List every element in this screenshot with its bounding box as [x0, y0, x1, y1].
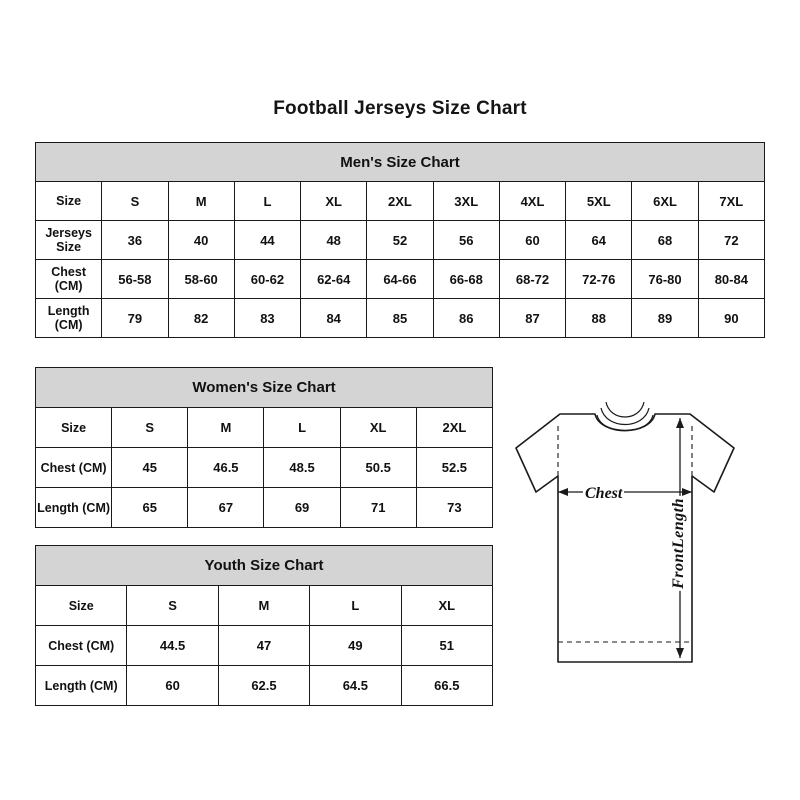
table-cell: 72-76	[566, 260, 632, 299]
table-row	[36, 666, 493, 706]
table-row	[36, 221, 765, 260]
mens-size-chart-table	[35, 142, 765, 338]
table-cell: S	[112, 408, 188, 448]
table-cell: 71	[340, 488, 416, 528]
table-row	[36, 488, 493, 528]
table-cell: M	[218, 586, 309, 626]
table-cell: 47	[218, 626, 309, 666]
table-cell: 3XL	[433, 182, 499, 221]
table-cell: 62-64	[301, 260, 367, 299]
table-cell: 58-60	[168, 260, 234, 299]
table-cell: 68-72	[499, 260, 565, 299]
row-header: Chest (CM)	[36, 448, 112, 488]
table-cell: 60	[127, 666, 218, 706]
table-caption-row	[36, 143, 765, 182]
table-cell: 48.5	[264, 448, 340, 488]
table-cell: 44.5	[127, 626, 218, 666]
table-cell: M	[188, 408, 264, 448]
table-cell: 65	[112, 488, 188, 528]
table-cell: 64-66	[367, 260, 433, 299]
table-cell: 79	[102, 299, 168, 338]
table-cell: 90	[698, 299, 764, 338]
table-row	[36, 408, 493, 448]
table-cell: 84	[301, 299, 367, 338]
row-header: Size	[36, 408, 112, 448]
table-cell: 72	[698, 221, 764, 260]
table-cell: 76-80	[632, 260, 698, 299]
table-cell: 36	[102, 221, 168, 260]
womens-chart-caption: Women's Size Chart	[36, 368, 493, 408]
table-cell: 67	[188, 488, 264, 528]
table-caption-row	[36, 368, 493, 408]
table-cell: 7XL	[698, 182, 764, 221]
table-caption-row	[36, 546, 493, 586]
table-cell: 50.5	[340, 448, 416, 488]
table-cell: 66-68	[433, 260, 499, 299]
table-cell: 64	[566, 221, 632, 260]
table-cell: XL	[301, 182, 367, 221]
table-cell: 52.5	[416, 448, 492, 488]
table-cell: 69	[264, 488, 340, 528]
row-header: Size	[36, 182, 102, 221]
table-cell: 49	[310, 626, 401, 666]
table-cell: 80-84	[698, 260, 764, 299]
table-cell: 40	[168, 221, 234, 260]
table-cell: M	[168, 182, 234, 221]
front-length-measure-label: FrontLength	[670, 498, 687, 589]
table-cell: L	[234, 182, 300, 221]
mens-chart-caption: Men's Size Chart	[36, 143, 765, 182]
table-cell: 82	[168, 299, 234, 338]
row-header: Size	[36, 586, 127, 626]
row-header: Length (CM)	[36, 488, 112, 528]
table-cell: 52	[367, 221, 433, 260]
table-cell: 89	[632, 299, 698, 338]
table-cell: 88	[566, 299, 632, 338]
table-cell: 56	[433, 221, 499, 260]
table-cell: 5XL	[566, 182, 632, 221]
table-cell: 64.5	[310, 666, 401, 706]
table-cell: 6XL	[632, 182, 698, 221]
row-header: Chest (CM)	[36, 260, 102, 299]
row-header: Jerseys Size	[36, 221, 102, 260]
chest-measure-label: Chest	[585, 485, 623, 502]
table-cell: 60-62	[234, 260, 300, 299]
table-cell: 62.5	[218, 666, 309, 706]
table-cell: L	[310, 586, 401, 626]
table-cell: XL	[340, 408, 416, 448]
table-cell: 87	[499, 299, 565, 338]
table-cell: 68	[632, 221, 698, 260]
page-title: Football Jerseys Size Chart	[273, 98, 527, 119]
table-row	[36, 626, 493, 666]
table-cell: 73	[416, 488, 492, 528]
table-cell: 46.5	[188, 448, 264, 488]
row-header: Length (CM)	[36, 299, 102, 338]
table-cell: 60	[499, 221, 565, 260]
row-header: Chest (CM)	[36, 626, 127, 666]
table-cell: 48	[301, 221, 367, 260]
youth-chart-caption: Youth Size Chart	[36, 546, 493, 586]
table-cell: 2XL	[367, 182, 433, 221]
table-cell: 66.5	[401, 666, 492, 706]
tshirt-measurement-diagram	[500, 400, 785, 690]
table-cell: 2XL	[416, 408, 492, 448]
tshirt-outline-icon	[500, 400, 785, 690]
table-cell: 56-58	[102, 260, 168, 299]
table-cell: L	[264, 408, 340, 448]
table-cell: S	[102, 182, 168, 221]
table-row	[36, 586, 493, 626]
table-cell: 85	[367, 299, 433, 338]
table-row	[36, 260, 765, 299]
youth-size-chart-table	[35, 545, 493, 706]
table-cell: 44	[234, 221, 300, 260]
table-cell: 86	[433, 299, 499, 338]
table-cell: 45	[112, 448, 188, 488]
table-cell: 51	[401, 626, 492, 666]
table-cell: 83	[234, 299, 300, 338]
row-header: Length (CM)	[36, 666, 127, 706]
table-cell: 4XL	[499, 182, 565, 221]
womens-size-chart-table	[35, 367, 493, 528]
table-cell: XL	[401, 586, 492, 626]
table-row	[36, 448, 493, 488]
table-row	[36, 299, 765, 338]
table-cell: S	[127, 586, 218, 626]
table-row	[36, 182, 765, 221]
